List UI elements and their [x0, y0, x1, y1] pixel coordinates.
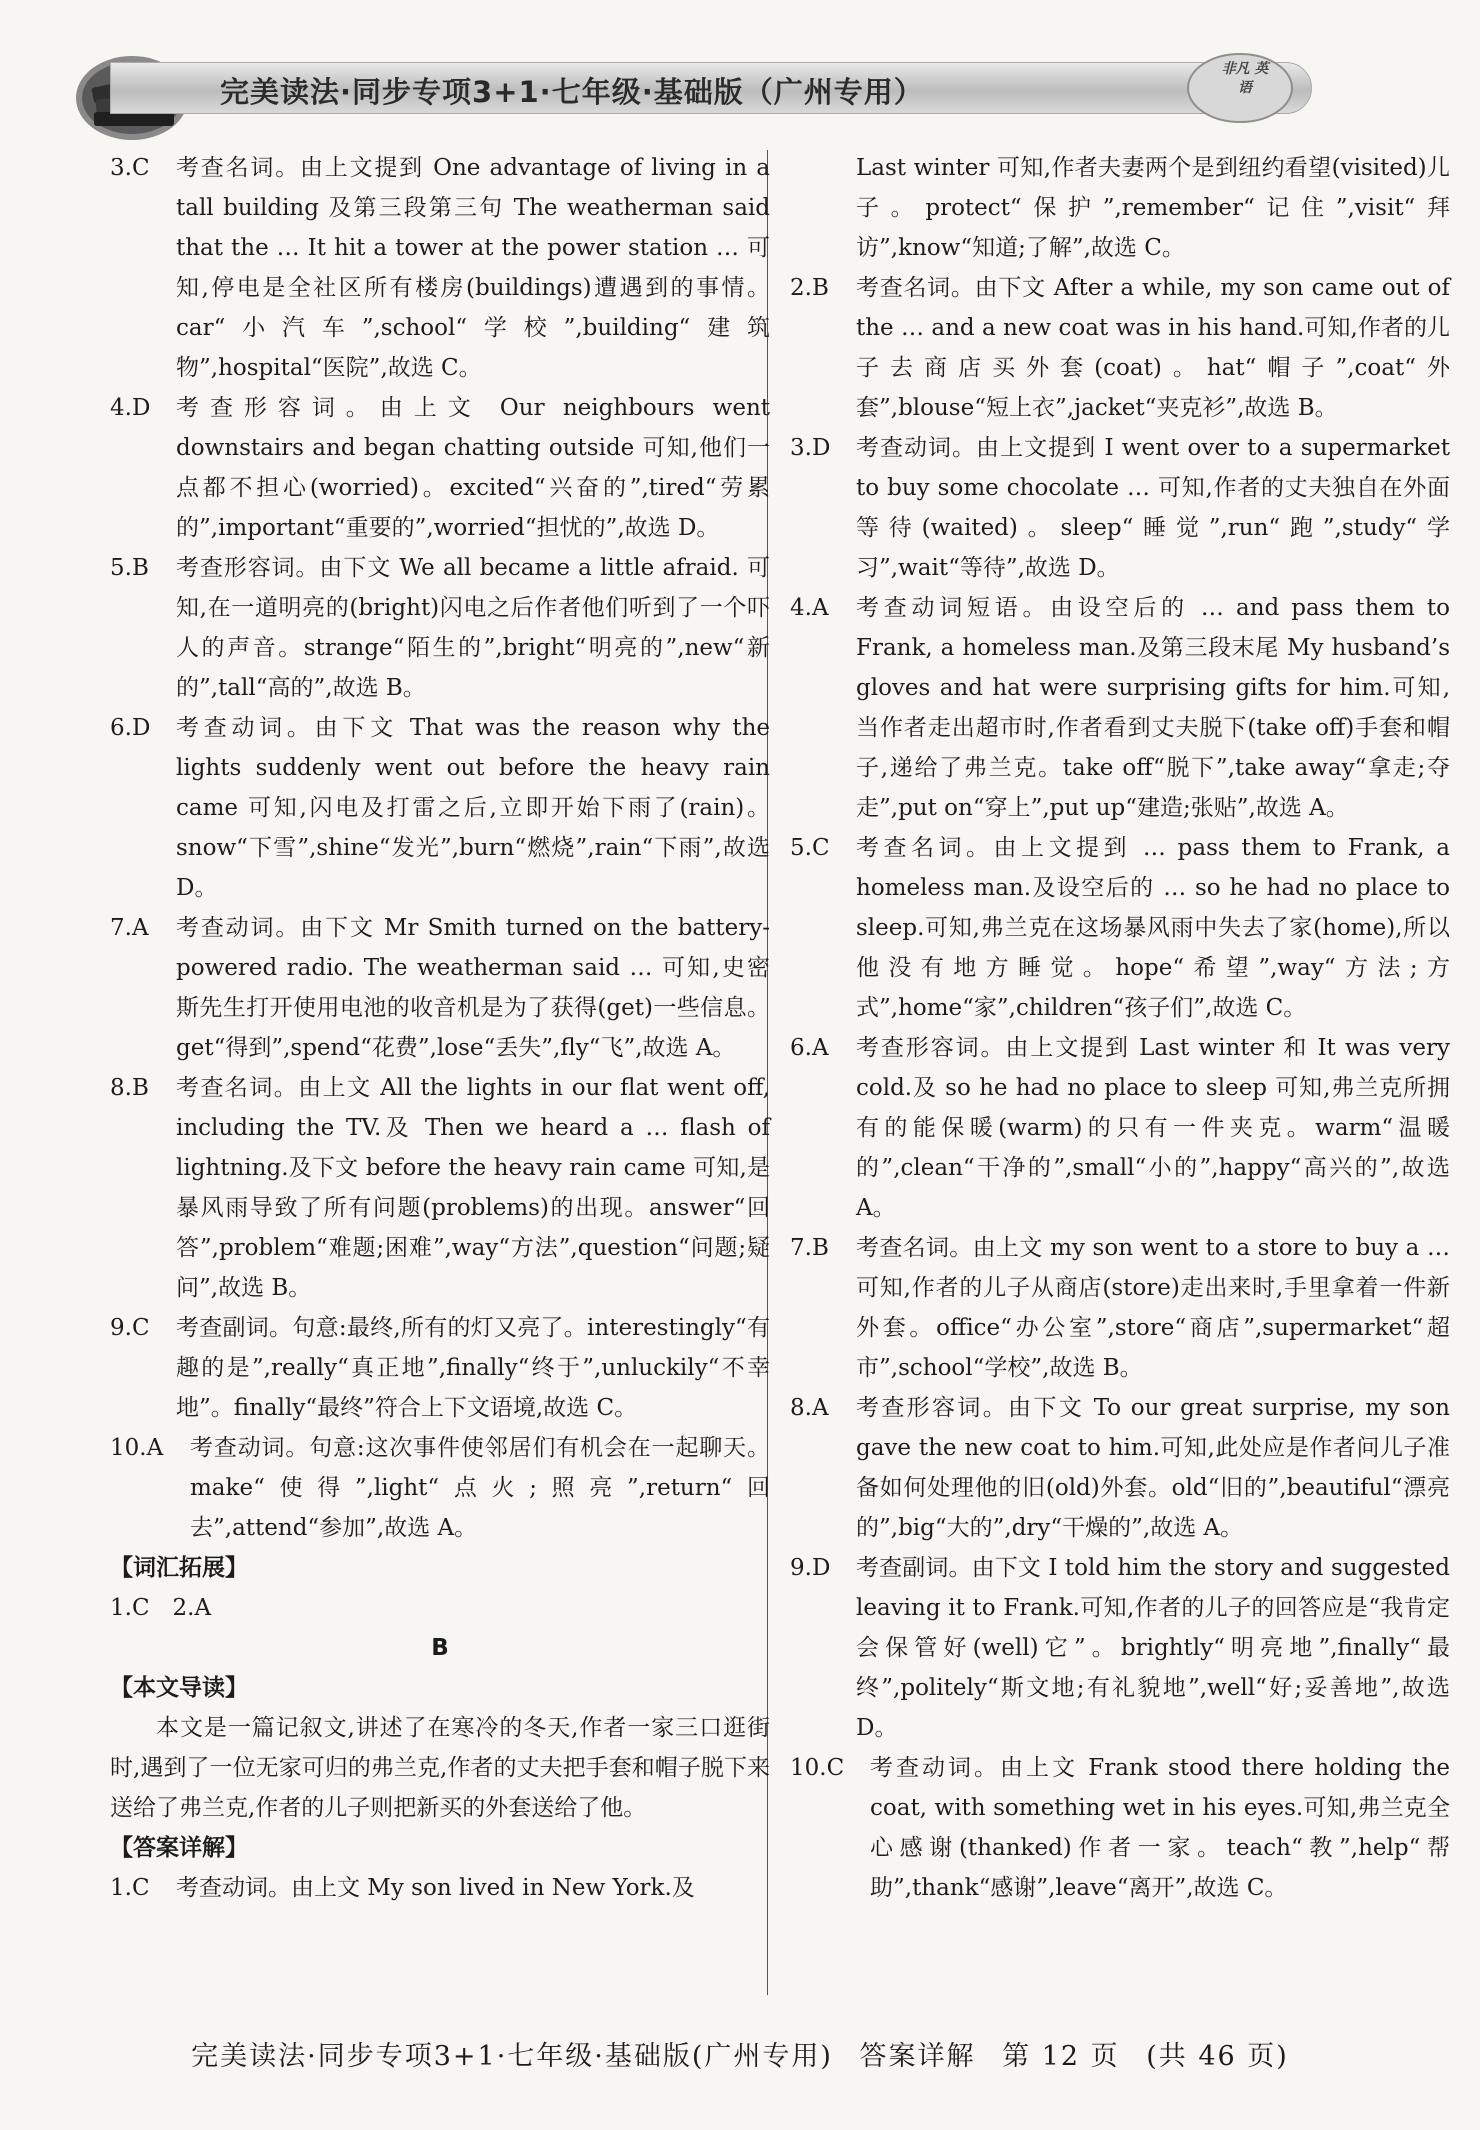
- answer-number: 8.B: [110, 1075, 149, 1101]
- answer-item: [110, 1428, 770, 1548]
- answer-continuation: Last winter 可知,作者夫妻两个是到纽约看望(visited)儿子。protect“保护”,remember“记住”,visit“拜访”,know“知道;了解”,故选 C。: [856, 155, 1450, 261]
- guide-text: 本文是一篇记叙文,讲述了在寒冷的冬天,作者一家三口逛街时,遇到了一位无家可归的弗兰克,作者的丈夫把手套和帽子脱下来送给了弗兰克,作者的儿子则把新买的外套送给了他。: [110, 1715, 770, 1821]
- right-column: [790, 148, 1450, 1908]
- answer-item: [110, 388, 770, 548]
- answer-explanation: 考查动词。由下文 Mr Smith turned on the battery-powered radio. The weatherman said … 可知,史密斯先生打开使用电池的收音机是为了获得(get)一些信息。get“得到”,spend“花费”,lose“丢失”,fly“飞”,故选 A。: [176, 915, 770, 1061]
- vocab-answers: 1.C 2.A: [110, 1595, 212, 1621]
- answer-explanation: 考查形容词。由下文 We all became a little afraid. 可知,在一道明亮的(bright)闪电之后作者他们听到了一个吓人的声音。strange“陌生的”,bright“明亮的”,new“新的”,tall“高的”,故选 B。: [176, 555, 770, 701]
- answer-explanation: 考查动词。句意:这次事件使邻居们有机会在一起聊天。make“使得”,light“点火;照亮”,return“回去”,attend“参加”,故选 A。: [190, 1435, 770, 1541]
- answer-number: 4.D: [110, 395, 151, 421]
- footer-total-pages: (共 46 页): [1146, 2041, 1289, 2072]
- answer-number: 5.B: [110, 555, 149, 581]
- answer-number: 3.C: [110, 155, 150, 181]
- answer-item: [790, 1028, 1450, 1228]
- answer-explanation: 考查形容词。由下文 To our great surprise, my son gave the new coat to him.可知,此处应是作者问儿子准备如何处理他的旧(old)外套。old“旧的”,beautiful“漂亮的”,big“大的”,dry“干燥的”,故选 A。: [856, 1395, 1450, 1541]
- answer-item: [790, 1748, 1450, 1908]
- left-column: [110, 148, 770, 1908]
- brand-badge-text: 非凡 英语: [1221, 61, 1269, 96]
- section-b-heading: B: [431, 1635, 449, 1661]
- answer-number: 3.D: [790, 435, 831, 461]
- answer-explanation: 考查名词。由上文提到 … pass them to Frank, a homeless man.及设空后的 … so he had no place to sleep.可知,弗兰克在这场暴风雨中失去了家(home),所以他没有地方睡觉。hope“希望”,way“方法;方式”,home“家”,children“孩子们”,故选 C。: [856, 835, 1450, 1021]
- answer-item: [110, 1868, 770, 1908]
- header-title: 完美读法·同步专项3+1·七年级·基础版（广州专用）: [220, 75, 924, 109]
- answer-item: [110, 1308, 770, 1428]
- answer-number: 9.D: [790, 1555, 831, 1581]
- answer-number: 9.C: [110, 1315, 150, 1341]
- detail-heading: 【答案详解】: [110, 1835, 248, 1861]
- answer-explanation: 考查动词短语。由设空后的 … and pass them to Frank, a homeless man.及第三段末尾 My husband’s gloves and hat were surprising gifts for him.可知,当作者走出超市时,作者看到丈夫脱下(take off)手套和帽子,递给了弗兰克。take off“脱下”,take away“拿走;夺走”,put on“穿上”,put up“建造;张贴”,故选 A。: [856, 595, 1450, 821]
- answer-explanation: 考查动词。由上文 Frank stood there holding the coat, with something wet in his eyes.可知,弗兰克全心感谢(thanked)作者一家。teach“教”,help“帮助”,thank“感谢”,leave“离开”,故选 C。: [870, 1755, 1450, 1901]
- answer-explanation: 考查动词。由下文 That was the reason why the lights suddenly went out before the heavy rain came 可知,闪电及打雷之后,立即开始下雨了(rain)。snow“下雪”,shine“发光”,burn“燃烧”,rain“下雨”,故选 D。: [176, 715, 770, 901]
- answer-number: 4.A: [790, 595, 829, 621]
- answer-item: [110, 1068, 770, 1308]
- answer-explanation: 考查名词。由下文 After a while, my son came out of the … and a new coat was in his hand.可知,作者的儿子去商店买外套(coat)。hat“帽子”,coat“外套”,blouse“短上衣”,jacket“夹克衫”,故选 B。: [856, 275, 1450, 421]
- answer-explanation: 考查名词。由上文提到 One advantage of living in a tall building 及第三段第三句 The weatherman said that the … It hit a tower at the power station … 可知,停电是全社区所有楼房(buildings)遭遇到的事情。car“小汽车”,school“学校”,building“建筑物”,hospital“医院”,故选 C。: [176, 155, 770, 381]
- footer-book-title: 完美读法·同步专项3+1·七年级·基础版(广州专用): [191, 2041, 833, 2072]
- answer-explanation: 考查副词。由下文 I told him the story and suggested leaving it to Frank.可知,作者的儿子的回答应是“我肯定会保管好(well)它”。brightly“明亮地”,finally“最终”,politely“斯文地;有礼貌地”,well“好;妥善地”,故选 D。: [856, 1555, 1450, 1741]
- footer-section: 答案详解: [859, 2041, 976, 2072]
- answer-item: [110, 548, 770, 708]
- answer-explanation: 考查动词。由上文 My son lived in New York.及: [176, 1875, 695, 1901]
- answer-item: [790, 428, 1450, 588]
- answer-number: 6.A: [790, 1035, 829, 1061]
- answer-number: 8.A: [790, 1395, 829, 1421]
- vocab-heading: 【词汇拓展】: [110, 1555, 248, 1581]
- answer-item: [110, 708, 770, 908]
- answer-item: [110, 148, 770, 388]
- answer-item: [110, 908, 770, 1068]
- answer-explanation: 考查名词。由上文 my son went to a store to buy a … 可知,作者的儿子从商店(store)走出来时,手里拿着一件新外套。office“办公室”,store“商店”,supermarket“超市”,school“学校”,故选 B。: [856, 1235, 1450, 1381]
- answer-explanation: 考查动词。由上文提到 I went over to a supermarket to buy some chocolate … 可知,作者的丈夫独自在外面等待(waited)。sleep“睡觉”,run“跑”,study“学习”,wait“等待”,故选 D。: [856, 435, 1450, 581]
- answer-number: 6.D: [110, 715, 151, 741]
- answer-explanation: 考查副词。句意:最终,所有的灯又亮了。interestingly“有趣的是”,really“真正地”,finally“终于”,unluckily“不幸地”。finally“最终”符合上下文语境,故选 C。: [176, 1315, 770, 1421]
- answer-number: 2.B: [790, 275, 829, 301]
- answer-item: [790, 1548, 1450, 1748]
- answer-item: [790, 1228, 1450, 1388]
- answer-item: [790, 828, 1450, 1028]
- answer-item: [790, 1388, 1450, 1548]
- answer-explanation: 考查名词。由上文 All the lights in our flat went off, including the TV.及 Then we heard a … flash of lightning.及下文 before the heavy rain came 可知,是暴风雨导致了所有问题(problems)的出现。answer“回答”,problem“难题;困难”,way“方法”,question“问题;疑问”,故选 B。: [176, 1075, 770, 1301]
- answer-number: 10.C: [790, 1755, 845, 1781]
- answer-number: 10.A: [110, 1435, 164, 1461]
- page-header: [70, 40, 1410, 145]
- answer-number: 1.C: [110, 1875, 150, 1901]
- answer-number: 7.B: [790, 1235, 829, 1261]
- answer-number: 5.C: [790, 835, 830, 861]
- answer-item: [790, 588, 1450, 828]
- page-footer: [0, 2034, 1480, 2073]
- answer-explanation: 考查形容词。由上文提到 Last winter 和 It was very cold.及 so he had no place to sleep 可知,弗兰克所拥有的能保暖(warm)的只有一件夹克。warm“温暖的”,clean“干净的”,small“小的”,happy“高兴的”,故选 A。: [856, 1035, 1450, 1221]
- guide-heading: 【本文导读】: [110, 1675, 248, 1701]
- answer-number: 7.A: [110, 915, 149, 941]
- answer-explanation: 考查形容词。由上文 Our neighbours went downstairs and began chatting outside 可知,他们一点都不担心(worried)。excited“兴奋的”,tired“劳累的”,important“重要的”,worried“担忧的”,故选 D。: [176, 395, 770, 541]
- footer-page-number: 第 12 页: [1002, 2041, 1120, 2072]
- answer-item: [790, 268, 1450, 428]
